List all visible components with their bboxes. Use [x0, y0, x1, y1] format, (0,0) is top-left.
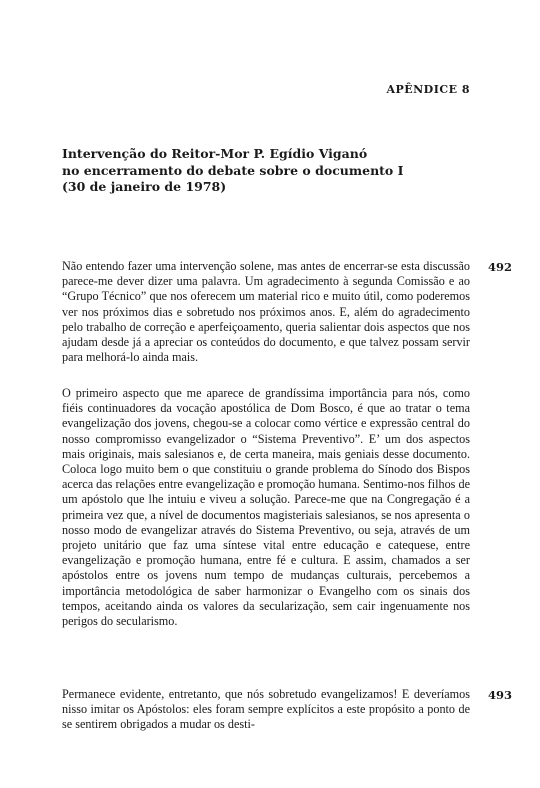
- paragraph-2: O primeiro aspecto que me aparece de grandíssima importância para nós, como fiéis continuadores da vocação apostólica de Dom Bosco, é que ao tratar o tema evangelização dos jovens, chegou-se a colocar como vértice e expressão central do nosso compromisso evangelizador o “Sistema Preventivo”. E’ um dos aspectos mais originais, mais salesianos e, de certa maneira, mais geniais desse documento. Coloca logo muito bem o que constituiu o grande problema do Sínodo dos Bispos acerca das relações entre evangelização e promoção humana. Sentimo-nos filhos de um apóstolo que lhe intuiu e viveu a solução. Parece-me que na Congregação é a primeira vez que, a nível de documentos magisteriais salesianos, se nos apresenta o nosso modo de evangelizar através do Sistema Preventivo, ou seja, através de um projeto unitário que faz uma síntese vital entre educação e catequese, entre evangelização e promoção humana, entre fé e cultura. E assim, chamados a ser apóstolos entre os jovens num tempo de mudanças culturais, percebemos a importância metodológica de saber harmonizar o Evangelho com os sinais dos tempos, aceitando ainda os valores da secularização, sem cair ingenuamente nos perigos do secularismo.: [62, 386, 470, 629]
- paragraph-number-493: 493: [487, 688, 512, 702]
- paragraph-493: Permanece evidente, entretanto, que nós sobretudo evangelizamos! E deveríamos nisso imitar os Apóstolos: eles foram sempre explícitos a este propósito a ponto de se sentirem obrigados a mudar os desti-: [62, 687, 470, 732]
- title-line-2: no encerramento do debate sobre o documento I: [62, 162, 404, 178]
- paragraph-492: Não entendo fazer uma intervenção solene, mas antes de encerrar-se esta discussão parece-me dever dizer uma palavra. Um agradecimento à segunda Comissão e ao “Grupo Técnico” que nos oferecem um material rico e muito útil, como poderemos ver nos próximos dias e sobretudo nos próximos anos. E, além do agradecimento pelo trabalho de correção e aperfeiçoamento, queria salientar dois aspectos que nos ajudam desde já a apreciar os conteúdos do documento, e que talvez possam servir para melhorá-lo ainda mais.: [62, 259, 470, 365]
- title-line-3: (30 de janeiro de 1978): [62, 179, 227, 194]
- running-head: APÊNDICE 8: [386, 83, 470, 96]
- paragraph-number-492: 492: [487, 260, 512, 274]
- section-title: [62, 146, 482, 196]
- title-line-1: Intervenção do Reitor-Mor P. Egídio Viganó: [62, 146, 368, 161]
